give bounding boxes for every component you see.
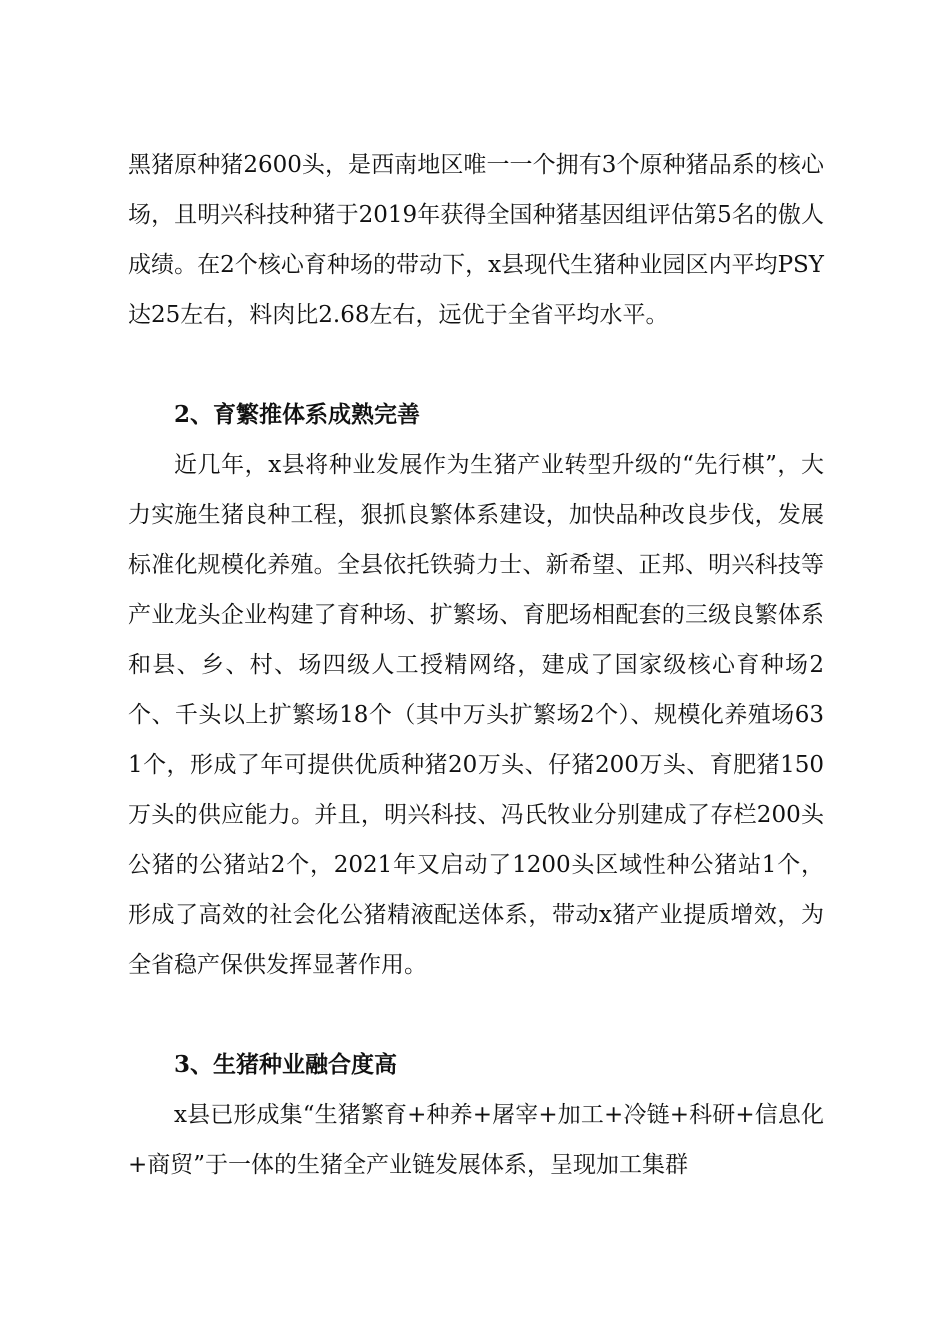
section-heading-breeding-system: 2、育繁推体系成熟完善 [174, 401, 421, 428]
section-heading-integration: 3、生猪种业融合度高 [174, 1051, 398, 1078]
paragraph-integration: x县已形成集“生猪繁育+种养+屠宰+加工+冷链+科研+信息化+商贸”于一体的生猪全产业链发展体系，呈现加工集群 [128, 1102, 824, 1178]
section-3 [128, 1040, 824, 1190]
paragraph-breeding-system: 近几年，x县将种业发展作为生猪产业转型升级的“先行棋”，大力实施生猪良种工程，狠抓良繁体系建设，加快品种改良步伐，发展标准化规模化养殖。全县依托铁骑力士、新希望、正邦、明兴科技等产业龙头企业构建了育种场、扩繁场、育肥场相配套的三级良繁体系和县、乡、村、场四级人工授精网络，建成了国家级核心育种场2个、千头以上扩繁场18个（其中万头扩繁场2个）、规模化养殖场631个，形成了年可提供优质种猪20万头、仔猪200万头、育肥猪150万头的供应能力。并且，明兴科技、冯氏牧业分别建成了存栏200头公猪的公猪站2个，2021年又启动了1200头区域性种公猪站1个，形成了高效的社会化公猪精液配送体系，带动x猪产业提质增效，为全省稳产保供发挥显著作用。 [128, 452, 824, 978]
paragraph-breeding-farm-results: 黑猪原种猪2600头，是西南地区唯一一个拥有3个原种猪品系的核心场，且明兴科技种猪于2019年获得全国种猪基因组评估第5名的傲人成绩。在2个核心育种场的带动下，x县现代生猪种业园区内平均PSY达25左右，料肉比2.68左右，远优于全省平均水平。 [128, 152, 824, 328]
section-2 [128, 390, 824, 990]
body-text-top [128, 140, 824, 340]
